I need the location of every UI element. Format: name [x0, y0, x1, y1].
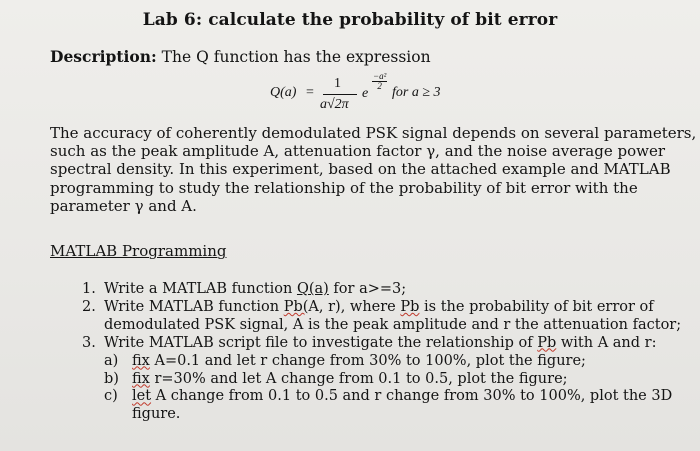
page-title: Lab 6: calculate the probability of bit error	[142, 10, 558, 30]
formula-numerator: 1	[334, 76, 341, 91]
sub-item-text: A=0.1 and let r change from 30% to 100%, plot the figure;	[149, 352, 586, 369]
formula-lhs: Q(a)	[270, 85, 297, 100]
formula-exponent	[372, 72, 387, 91]
sub-item-letter: b)	[104, 370, 119, 387]
paragraph-line: programming to study the relationship of the probability of bit error with the	[50, 178, 638, 197]
section-heading: MATLAB Programming	[50, 242, 227, 260]
item-code: Pb(	[283, 298, 309, 315]
description-text: The Q function has the expression	[156, 48, 431, 66]
formula-base: e	[362, 86, 369, 101]
sub-item-word: fix	[132, 352, 150, 369]
exponent-bottom: 2	[377, 81, 382, 91]
paragraph-line: such as the peak amplitude A, attenuation factor γ, and the noise average power	[50, 142, 666, 161]
exponent-top: −a²	[373, 71, 387, 81]
item-text: A, r), where	[308, 298, 401, 315]
item-code: Pb	[537, 334, 557, 351]
item-number: 2.	[82, 298, 96, 315]
formula-condition: for a ≥ 3	[392, 85, 441, 100]
item-code: Pb	[400, 298, 420, 315]
sub-item-letter: a)	[104, 352, 119, 369]
q-function-formula	[270, 68, 460, 118]
list-item	[82, 299, 682, 317]
item-number: 1.	[82, 281, 96, 297]
item-text: is the probability of bit error of	[419, 298, 654, 315]
sub-item	[82, 371, 682, 389]
list-item-continuation: demodulated PSK signal, A is the peak amplitude and r the attenuation factor;	[104, 316, 682, 333]
item-text: for a>=3;	[328, 281, 407, 297]
fraction-bar	[323, 94, 357, 95]
description-line	[50, 47, 431, 66]
sub-item-letter: c)	[104, 388, 118, 405]
sub-item	[82, 388, 682, 406]
sub-item-word: fix	[132, 370, 150, 387]
formula-equals: =	[306, 85, 314, 100]
item-text: with A and r:	[556, 334, 657, 351]
sub-item-continuation: figure.	[132, 406, 181, 423]
list-item	[82, 281, 682, 299]
description-label: Description:	[50, 47, 157, 66]
sub-item-text: r=30% and let A change from 0.1 to 0.5, plot the figure;	[149, 370, 568, 387]
sub-item-text: A change from 0.1 to 0.5 and r change from 30% to 100%, plot the 3D	[151, 388, 673, 405]
paragraph-line: The accuracy of coherently demodulated PSK signal depends on several parameters,	[50, 124, 697, 142]
item-text: Write a MATLAB function	[104, 281, 297, 297]
paragraph-line: spectral density. In this experiment, based on the attached example and MATLAB	[50, 160, 671, 179]
item-number: 3.	[82, 334, 96, 351]
paragraph-line: parameter γ and A.	[50, 196, 197, 215]
item-text: Write MATLAB script file to investigate the relationship of	[104, 334, 538, 351]
item-text: Write MATLAB function	[104, 298, 284, 315]
task-list	[82, 281, 682, 424]
description-paragraph	[50, 124, 697, 215]
item-code: Q(a)	[296, 281, 329, 297]
sub-item	[82, 353, 682, 371]
formula-denominator: a√2π	[320, 97, 349, 112]
sub-item-word: let	[132, 388, 152, 405]
list-item	[82, 335, 682, 353]
